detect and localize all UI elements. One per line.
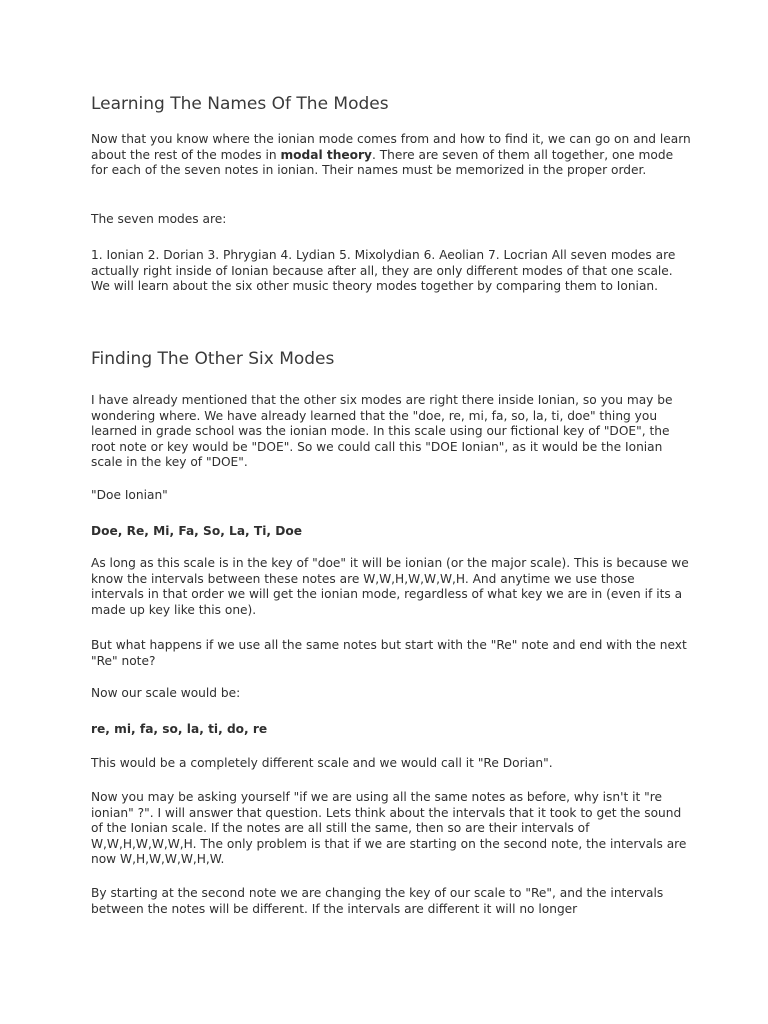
seven-modes-label: The seven modes are: xyxy=(91,212,227,226)
doe-ionian-label: "Doe Ionian" xyxy=(91,488,168,502)
re-note-question: But what happens if we use all the same notes but start with the "Re" note and end with the next "Re" note? xyxy=(91,638,687,668)
intro-text-start: Now that you know where the ionian mode comes from and how to find it, we can go on and learn about the rest of the modes in xyxy=(91,132,691,162)
re-dorian-paragraph: This would be a completely different scale and we would call it "Re Dorian". xyxy=(91,756,553,770)
section-heading-other-six: Finding The Other Six Modes xyxy=(91,349,335,369)
other-six-paragraph: I have already mentioned that the other six modes are right there inside Ionian, so you may be wondering where. We have already learned that the "doe, re, mi, fa, so, la, ti, doe" thing you learned in grade school was the ionian mode. In this scale using our fictional key of "DOE", the root note or key would be "DOE". So we could call this "DOE Ionian", as it would be the Ionian scale in the key of "DOE". xyxy=(91,393,673,470)
section-heading-modes-names: Learning The Names Of The Modes xyxy=(91,94,389,114)
re-dorian-scale: re, mi, fa, so, la, ti, do, re xyxy=(91,722,268,736)
modal-theory-link[interactable]: modal theory xyxy=(280,147,372,162)
modes-list-paragraph: 1. Ionian 2. Dorian 3. Phrygian 4. Lydian 5. Mixolydian 6. Aeolian 7. Locrian All seven modes are actually right inside of Ionian because after all, they are only different modes of that one scale. We will learn about the six other music theory modes together by comparing them to Ionian. xyxy=(91,248,676,294)
doe-ionian-scale: Doe, Re, Mi, Fa, So, La, Ti, Doe xyxy=(91,524,303,538)
second-note-paragraph: By starting at the second note we are changing the key of our scale to "Re", and the intervals between the notes will be different. If the intervals are different it will no longer xyxy=(91,886,664,916)
scale-would-be-label: Now our scale would be: xyxy=(91,686,241,700)
intro-paragraph xyxy=(91,132,691,179)
intro-text-end: . There are seven of them all together, one mode for each of the seven notes in ionian. Their names must be memorized in the proper order. xyxy=(91,147,674,178)
intervals-question-paragraph: Now you may be asking yourself "if we are using all the same notes as before, why isn't it "re ionian" ?". I will answer that question. Lets think about the intervals that it took to get the sound of the Ionian scale. If the notes are all still the same, then so are their intervals of W,W,H,W,W,W,H. The only problem is that if we are starting on the second note, the intervals are now W,H,W,W,W,H,W. xyxy=(91,790,687,867)
key-of-doe-paragraph: As long as this scale is in the key of "doe" it will be ionian (or the major scale). This is because we know the intervals between these notes are W,W,H,W,W,W,H. And anytime we use those intervals in that order we will get the ionian mode, regardless of what key we are in (even if its a made up key like this one). xyxy=(91,556,689,617)
